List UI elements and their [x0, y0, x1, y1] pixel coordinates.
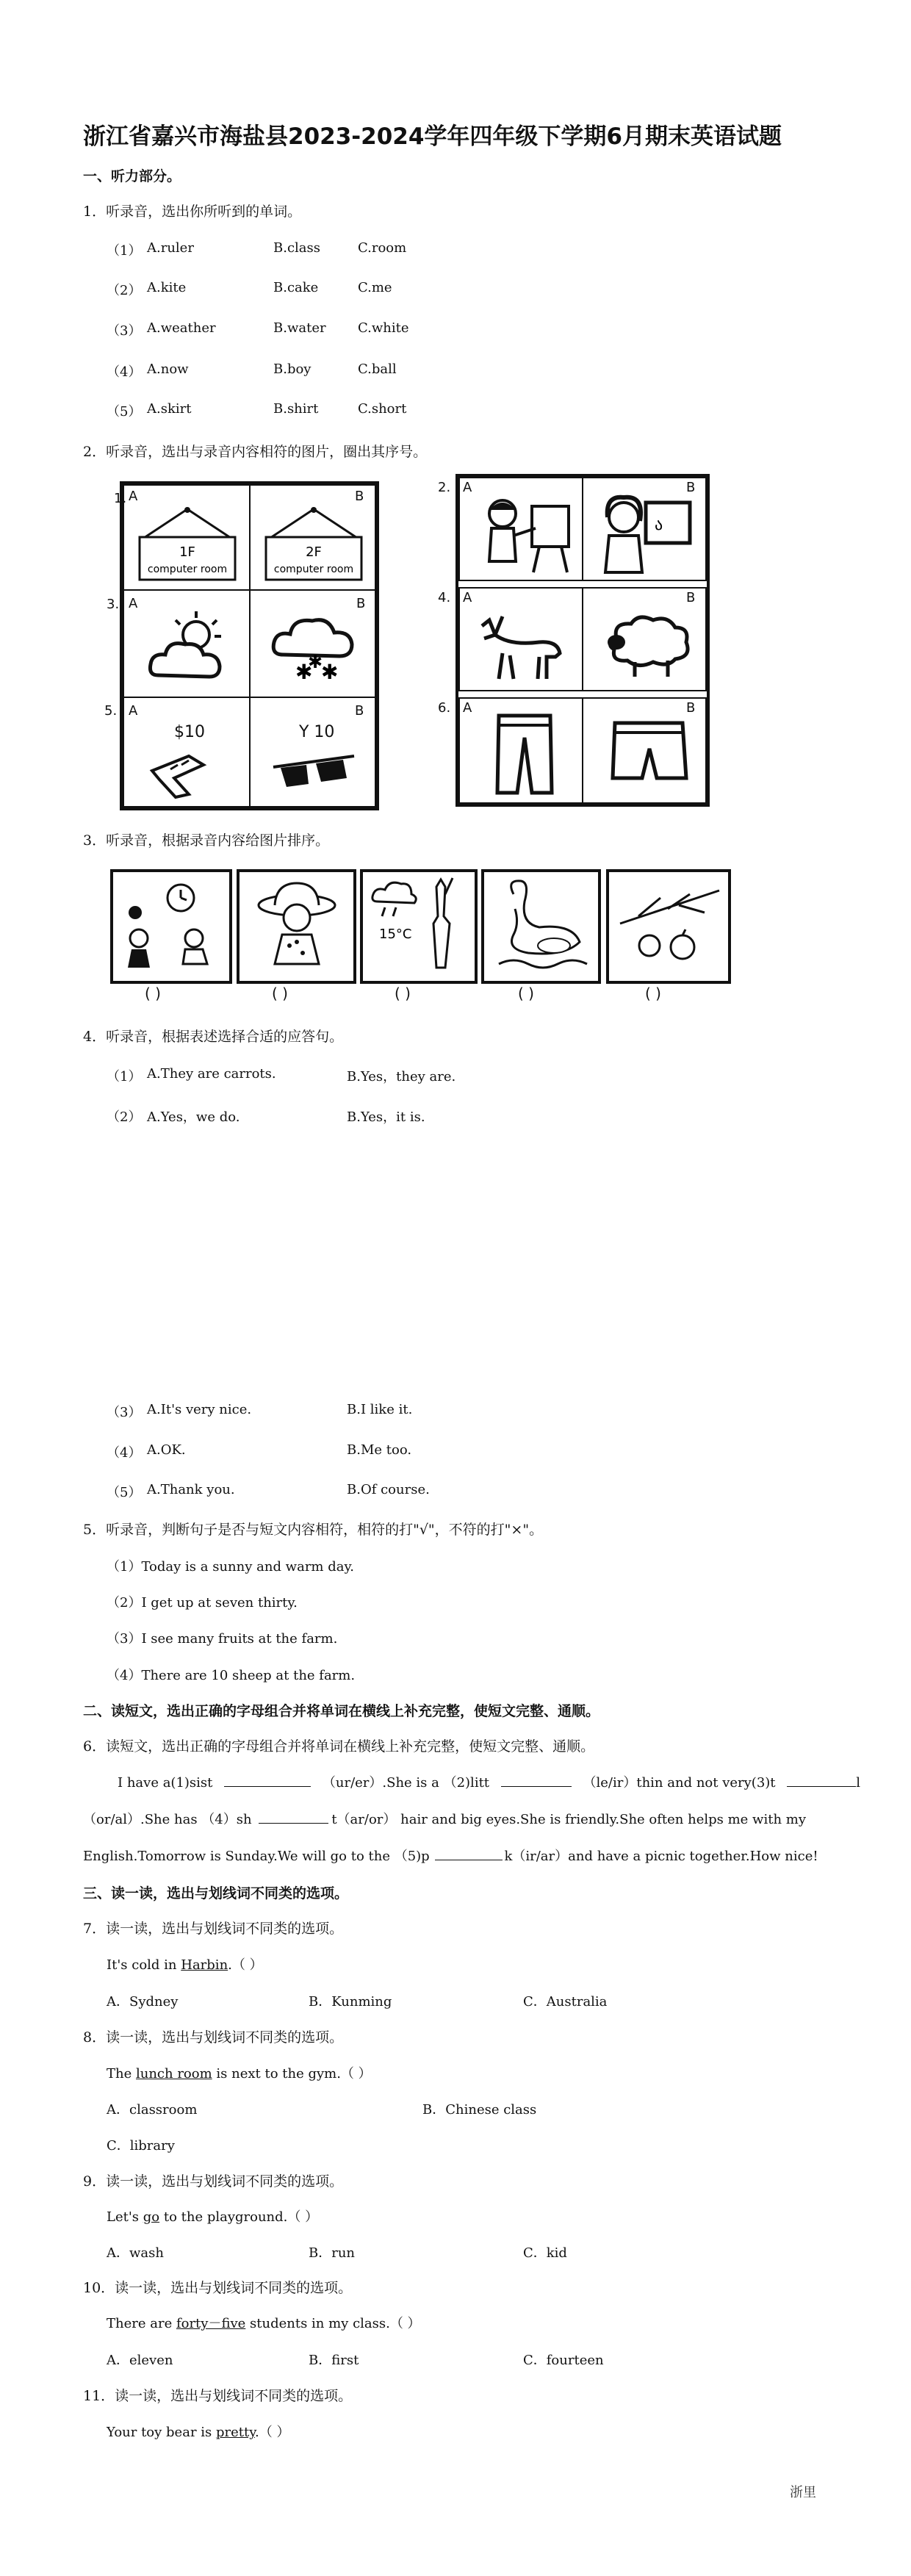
girl-in-hat-icon	[240, 872, 353, 981]
q6-stem: 6．读短文，选出正确的字母组合并将单词在横线上补充完整，使短文完整、通顺。	[83, 1738, 595, 1755]
weather-statue-icon	[363, 872, 475, 981]
q1-option-c[interactable]: C.ball	[358, 361, 397, 377]
q2-label-a: A	[129, 703, 138, 719]
q7-stem: 7．读一读，选出与划线词不同类的选项。	[83, 1921, 344, 1937]
q8-option-b[interactable]: B．Chinese class	[422, 2102, 537, 2118]
shorts-icon	[609, 719, 690, 785]
q9-sentence: Let's go to the playground.（ ）	[107, 2209, 319, 2225]
q4-row-num: （3）	[107, 1405, 142, 1420]
q4-option-b[interactable]: B.Yes，it is.	[347, 1109, 425, 1125]
q1-option-c[interactable]: C.me	[358, 280, 392, 295]
q6-text: （le/ir）thin and not very(3)t	[583, 1775, 776, 1791]
q9-option-b[interactable]: B．run	[309, 2245, 356, 2261]
q10-underlined-word: forty－five	[176, 2316, 246, 2331]
q8-underlined-word: lunch room	[135, 2066, 212, 2082]
kids-playing-ball-icon	[113, 872, 229, 981]
q2-label-a: A	[129, 489, 138, 504]
q6-passage-line-1	[118, 1772, 860, 1791]
q7-option-c[interactable]: C．Australia	[523, 1994, 608, 2010]
q8-option-a[interactable]: A．classroom	[107, 2102, 198, 2118]
page-title: 浙江省嘉兴市海盐县2023-2024学年四年级下学期6月期末英语试题	[83, 123, 782, 150]
q9-stem: 9．读一读，选出与划线词不同类的选项。	[83, 2173, 344, 2190]
q6-blank-3[interactable]	[787, 1773, 856, 1787]
q1-row-num: （3）	[107, 323, 142, 339]
q3-picture-5[interactable]	[606, 869, 731, 984]
q1-option-c[interactable]: C.white	[358, 320, 409, 336]
q9-option-c[interactable]: C．kid	[523, 2245, 567, 2261]
q8-option-c[interactable]: C．library	[107, 2138, 175, 2154]
q6-text: English.Tomorrow is Sunday.We will go to the （5)p	[83, 1849, 430, 1864]
q3-answer-2[interactable]: ( )	[272, 985, 288, 1002]
q4-row-num: （4）	[107, 1445, 142, 1461]
svg-text:✱: ✱	[295, 660, 313, 684]
part3-heading: 三、读一读，选出与划线词不同类的选项。	[83, 1885, 349, 1902]
q3-answer-1[interactable]: ( )	[145, 985, 161, 1002]
q4-row-num: （2）	[107, 1109, 142, 1125]
q2-label-a: A	[463, 590, 472, 605]
q10-option-c[interactable]: C．fourteen	[523, 2353, 604, 2368]
room-sign-floor-2: 2F	[306, 544, 322, 560]
q2-label-b: B	[355, 703, 364, 719]
q5-stem: 5．听录音，判断句子是否与短文内容相符，相符的打"√"，不符的打"×"。	[83, 1522, 544, 1538]
room-sign-caption: computer room	[273, 564, 354, 575]
q6-blank-1[interactable]	[224, 1773, 311, 1787]
q2-label-b: B	[686, 480, 696, 495]
boy-painting-icon	[473, 492, 576, 576]
q10-option-a[interactable]: A．eleven	[107, 2353, 173, 2368]
q1-option-a[interactable]: A.now	[147, 361, 189, 377]
q1-row-num: （1）	[107, 243, 142, 259]
q1-option-b[interactable]: B.class	[273, 240, 320, 256]
svg-text:✱: ✱	[308, 652, 323, 672]
q6-blank-4[interactable]	[259, 1810, 328, 1824]
q2-num-2: 2.	[438, 480, 451, 495]
part1-heading: 一、听力部分。	[83, 168, 181, 184]
q4-option-a[interactable]: A.Yes，we do.	[147, 1109, 240, 1125]
q10-option-b[interactable]: B．first	[309, 2353, 359, 2368]
q6-text: l	[856, 1775, 861, 1791]
q5-item: （1）Today is a sunny and warm day.	[107, 1559, 354, 1575]
q1-option-b[interactable]: B.cake	[273, 280, 319, 295]
q7-sentence: It's cold in Harbin.（ ）	[107, 1957, 263, 1973]
q2-stem: 2．听录音，选出与录音内容相符的图片，圈出其序号。	[83, 444, 428, 460]
q6-text: （ur/er）.She is a （2)litt	[322, 1775, 490, 1791]
q2-label-a: A	[463, 700, 472, 716]
q1-option-b[interactable]: B.water	[273, 320, 326, 336]
q4-row-num: （1）	[107, 1069, 142, 1084]
q2-num-3: 3.	[107, 597, 120, 612]
svg-text:ა: ა	[655, 516, 663, 534]
price-a: $10	[174, 723, 205, 741]
footer-text: 浙里	[790, 2485, 816, 2500]
scarf-icon	[145, 749, 233, 800]
q2-label-b: B	[686, 590, 696, 605]
price-b: Y 10	[299, 723, 335, 741]
q7-option-b[interactable]: B．Kunming	[309, 1994, 392, 2010]
fruit-tree-icon	[609, 872, 728, 981]
q1-row-num: （4）	[107, 364, 142, 380]
q6-passage-line-3	[83, 1846, 818, 1865]
room-sign-floor-1: 1F	[179, 544, 195, 560]
q3-picture-1[interactable]	[110, 869, 232, 984]
q3-answer-5[interactable]: ( )	[645, 985, 661, 1002]
q11-underlined-word: pretty	[215, 2425, 256, 2440]
q4-option-a[interactable]: A.It's very nice.	[147, 1402, 252, 1417]
q11-sentence: Your toy bear is pretty.（ ）	[107, 2425, 290, 2440]
q3-stem: 3．听录音，根据录音内容给图片排序。	[83, 832, 330, 849]
q6-blank-2[interactable]	[501, 1773, 572, 1787]
room-sign-caption: computer room	[147, 564, 228, 575]
teacher-icon	[594, 492, 697, 576]
q1-option-b[interactable]: B.boy	[273, 361, 312, 377]
q4-option-b[interactable]: B.Of course.	[347, 1482, 430, 1497]
q8-sentence: The lunch room is next to the gym.（ ）	[107, 2066, 372, 2082]
q11-stem: 11．读一读，选出与划线词不同类的选项。	[83, 2388, 353, 2404]
q4-option-b[interactable]: B.Me too.	[347, 1442, 412, 1458]
swan-icon	[484, 872, 598, 981]
sunglasses-icon	[266, 749, 361, 800]
q2-label-a: A	[129, 596, 138, 611]
q1-stem: 1．听录音，选出你所听到的单词。	[83, 204, 302, 220]
q1-row-num: （2）	[107, 283, 142, 298]
q2-label-b: B	[356, 596, 366, 611]
q3-answer-3[interactable]: ( )	[395, 985, 411, 1002]
q6-text: t（ar/or） hair and big eyes.She is friendly.She often helps me with my	[331, 1812, 806, 1827]
q3-answer-4[interactable]: ( )	[518, 985, 534, 1002]
q6-blank-5[interactable]	[435, 1846, 503, 1860]
q8-stem: 8．读一读，选出与划线词不同类的选项。	[83, 2029, 344, 2046]
q2-num-1: 1.	[114, 491, 127, 506]
q1-option-a[interactable]: A.skirt	[147, 401, 192, 417]
pants-icon	[491, 712, 558, 796]
q1-option-a[interactable]: A.weather	[147, 320, 216, 336]
q6-passage-line-2	[83, 1809, 806, 1828]
q4-option-b[interactable]: B.I like it.	[347, 1402, 413, 1417]
part2-heading: 二、读短文，选出正确的字母组合并将单词在横线上补充完整，使短文完整、通顺。	[83, 1703, 600, 1719]
q4-row-num: （5）	[107, 1485, 142, 1500]
q4-stem: 4．听录音，根据表述选择合适的应答句。	[83, 1029, 344, 1045]
goat-icon	[473, 605, 576, 686]
q5-item: （2）I get up at seven thirty.	[107, 1595, 298, 1611]
room-sign-2f-icon	[262, 506, 365, 583]
q1-option-c[interactable]: C.short	[358, 401, 407, 417]
q1-option-b[interactable]: B.shirt	[273, 401, 319, 417]
room-sign-1f-icon	[136, 506, 239, 583]
q2-right-grid	[455, 474, 710, 807]
q1-row-num: （5）	[107, 404, 142, 420]
q5-item: （3）I see many fruits at the farm.	[107, 1631, 338, 1647]
svg-text:✱: ✱	[321, 660, 339, 684]
q2-label-a: A	[463, 480, 472, 495]
q1-option-a[interactable]: A.ruler	[147, 240, 194, 256]
q7-underlined-word: Harbin	[181, 1957, 228, 1973]
q4-option-a[interactable]: A.Thank you.	[147, 1482, 235, 1497]
q1-option-a[interactable]: A.kite	[147, 280, 187, 295]
q1-option-c[interactable]: C.room	[358, 240, 407, 256]
q3-temperature: 15°C	[379, 927, 412, 942]
q10-stem: 10．读一读，选出与划线词不同类的选项。	[83, 2280, 353, 2296]
q2-num-4: 4.	[438, 590, 451, 605]
q6-text: （or/al）.She has （4）sh	[83, 1812, 252, 1827]
q7-option-a[interactable]: A．Sydney	[107, 1994, 179, 2010]
q2-left-grid	[120, 481, 379, 810]
q4-option-b[interactable]: B.Yes，they are.	[347, 1069, 456, 1084]
q6-text: k（ir/ar）and have a picnic together.How nice!	[504, 1849, 818, 1864]
snowy-icon	[270, 609, 365, 690]
q2-num-5: 5.	[104, 703, 118, 719]
q9-option-a[interactable]: A．wash	[107, 2245, 164, 2261]
q4-option-a[interactable]: A.OK.	[147, 1442, 186, 1458]
q5-item: （4）There are 10 sheep at the farm.	[107, 1668, 356, 1683]
q3-picture-2[interactable]	[237, 869, 356, 984]
q3-picture-4[interactable]	[481, 869, 601, 984]
q3-picture-3[interactable]	[360, 869, 478, 984]
q10-sentence: There are forty－five students in my class.（ ）	[107, 2316, 421, 2331]
q6-text: I have a(1)sist	[118, 1775, 213, 1791]
q9-underlined-word: go	[143, 2209, 160, 2225]
q2-label-b: B	[355, 489, 364, 504]
q2-num-6: 6.	[438, 700, 451, 716]
q2-label-b: B	[686, 700, 696, 716]
sheep-icon	[598, 609, 701, 683]
q4-option-a[interactable]: A.They are carrots.	[147, 1066, 276, 1082]
sunny-cloudy-icon	[145, 609, 233, 690]
